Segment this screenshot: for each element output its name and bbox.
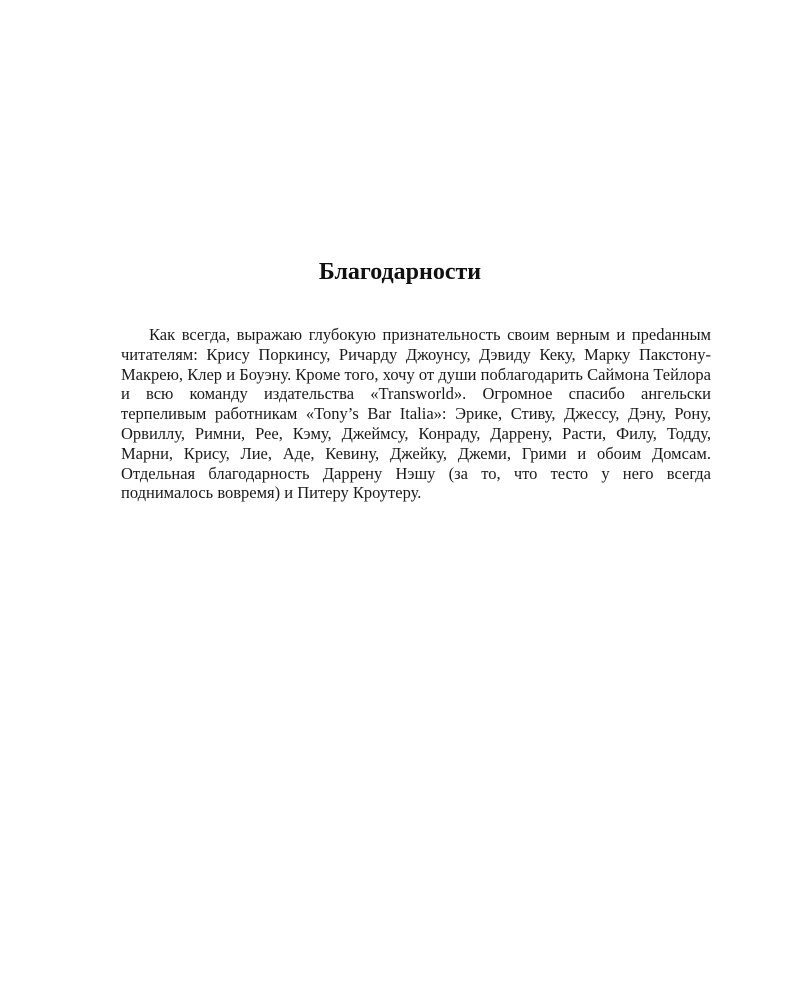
acknowledgements-paragraph: Как всегда, выражаю глубокую признательность своим верным и преdанным читателям: Крису Поркинсу, Ричарду Джоунсу, Дэвиду Кеку, Марку Пакстону-Макрею, Клер и Боуэну. Кроме того, хочу от души поблагодарить Саймона Тейлора и всю команду издательства «Transworld». Огромное спасибо ангельски терпеливым работникам «Tony’s Bar Italia»: Эрике, Стиву, Джессу, Дэну, Рону, Орвиллу, Римни, Рее, Кэму, Джеймсу, Конраду, Даррену, Расти, Филу, Тодду, Марни, Крису, Лие, Аде, Кевину, Джейку, Джеми, Грими и обоим Домсам. Отдельная благодарность Даррену Нэшу (за то, что тесто у него всегда поднималось вовремя) и Питеру Кроутеру. [121, 325, 711, 503]
page-title: Благодарности [318, 259, 482, 285]
